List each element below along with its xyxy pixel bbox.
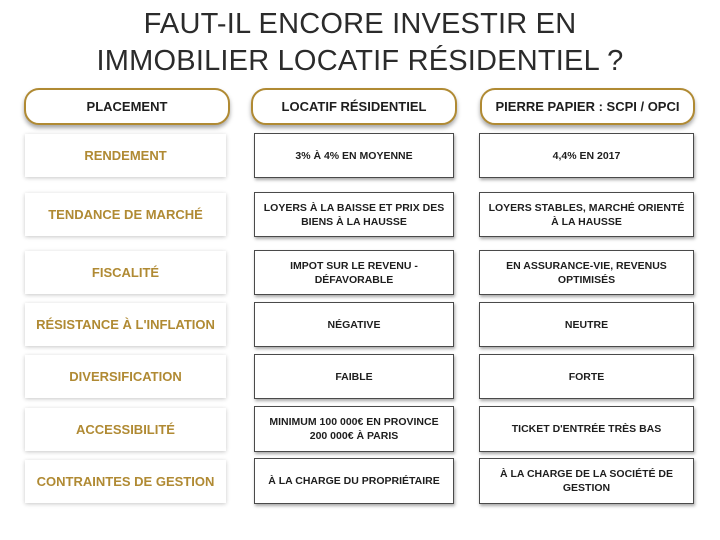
cell-papier-tendance: LOYERS STABLES, MARCHÉ ORIENTÉ À LA HAUSSE [479, 192, 694, 237]
cell-locatif-inflation: NÉGATIVE [254, 302, 454, 347]
cell-papier-accessibilite: TICKET D'ENTRÉE TRÈS BAS [479, 406, 694, 452]
page-title [0, 6, 720, 80]
row-label-tendance: TENDANCE DE MARCHÉ [25, 193, 226, 236]
cell-papier-fiscalite: EN ASSURANCE-VIE, REVENUS OPTIMISÉS [479, 250, 694, 295]
cell-papier-inflation: NEUTRE [479, 302, 694, 347]
cell-locatif-diversification: FAIBLE [254, 354, 454, 399]
cell-papier-diversification: FORTE [479, 354, 694, 399]
row-label-inflation: RÉSISTANCE À L'INFLATION [25, 303, 226, 346]
row-label-diversification: DIVERSIFICATION [25, 355, 226, 398]
row-label-rendement: RENDEMENT [25, 134, 226, 177]
cell-locatif-rendement: 3% À 4% EN MOYENNE [254, 133, 454, 178]
cell-papier-rendement: 4,4% EN 2017 [479, 133, 694, 178]
row-label-accessibilite: ACCESSIBILITÉ [25, 408, 226, 451]
title-line-1: FAUT-IL ENCORE INVESTIR EN [143, 8, 577, 40]
row-label-contraintes: CONTRAINTES DE GESTION [25, 460, 226, 503]
cell-locatif-accessibilite: MINIMUM 100 000€ EN PROVINCE 200 000€ À PARIS [254, 406, 454, 452]
cell-papier-contraintes: À LA CHARGE DE LA SOCIÉTÉ DE GESTION [479, 458, 694, 504]
row-label-fiscalite: FISCALITÉ [25, 251, 226, 294]
header-placement: PLACEMENT [24, 88, 230, 125]
header-pierre-papier: PIERRE PAPIER : SCPI / OPCI [480, 88, 695, 125]
header-locatif-residentiel: LOCATIF RÉSIDENTIEL [251, 88, 457, 125]
cell-locatif-fiscalite: IMPOT SUR LE REVENU - DÉFAVORABLE [254, 250, 454, 295]
title-line-2: IMMOBILIER LOCATIF RÉSIDENTIEL ? [96, 45, 624, 77]
cell-locatif-tendance: LOYERS À LA BAISSE ET PRIX DES BIENS À LA HAUSSE [254, 192, 454, 237]
cell-locatif-contraintes: À LA CHARGE DU PROPRIÉTAIRE [254, 458, 454, 504]
